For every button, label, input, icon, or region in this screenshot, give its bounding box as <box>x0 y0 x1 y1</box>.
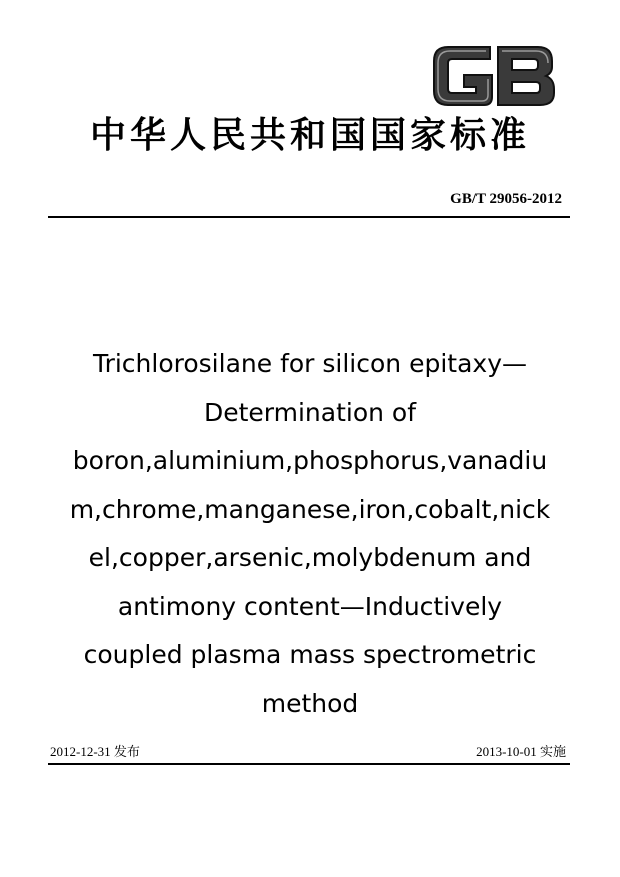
issue-date-value: 2012-12-31 <box>50 744 111 759</box>
title-line: Determination of <box>203 397 417 427</box>
issue-date <box>50 744 140 761</box>
gb-standard-logo-icon <box>428 37 558 115</box>
implementation-date-value: 2013-10-01 <box>476 744 537 759</box>
title-line: boron,aluminium,phosphorus,vanadiu <box>72 446 548 475</box>
title-line: el,copper,arsenic,molybdenum and <box>88 543 532 572</box>
title-line: coupled plasma mass spectrometric <box>83 640 537 669</box>
title-line: antimony content—Inductively <box>117 591 503 621</box>
gb-logo-b <box>498 47 554 105</box>
issuing-authority-title: 中华人民共和国国家标准 <box>89 115 530 156</box>
standard-number: GB/T 29056-2012 <box>450 191 562 207</box>
title-line: Trichlorosilane for silicon epitaxy— <box>92 349 527 378</box>
issue-date-label: 发布 <box>113 745 140 760</box>
gb-logo-g <box>434 47 492 105</box>
title-line: m,chrome,manganese,iron,cobalt,nick <box>69 494 551 524</box>
header-divider <box>48 216 570 218</box>
title-line: method <box>261 688 359 718</box>
implementation-date <box>476 744 566 761</box>
footer-divider <box>48 763 570 765</box>
document-title <box>60 340 560 728</box>
implementation-date-label: 实施 <box>539 745 566 760</box>
